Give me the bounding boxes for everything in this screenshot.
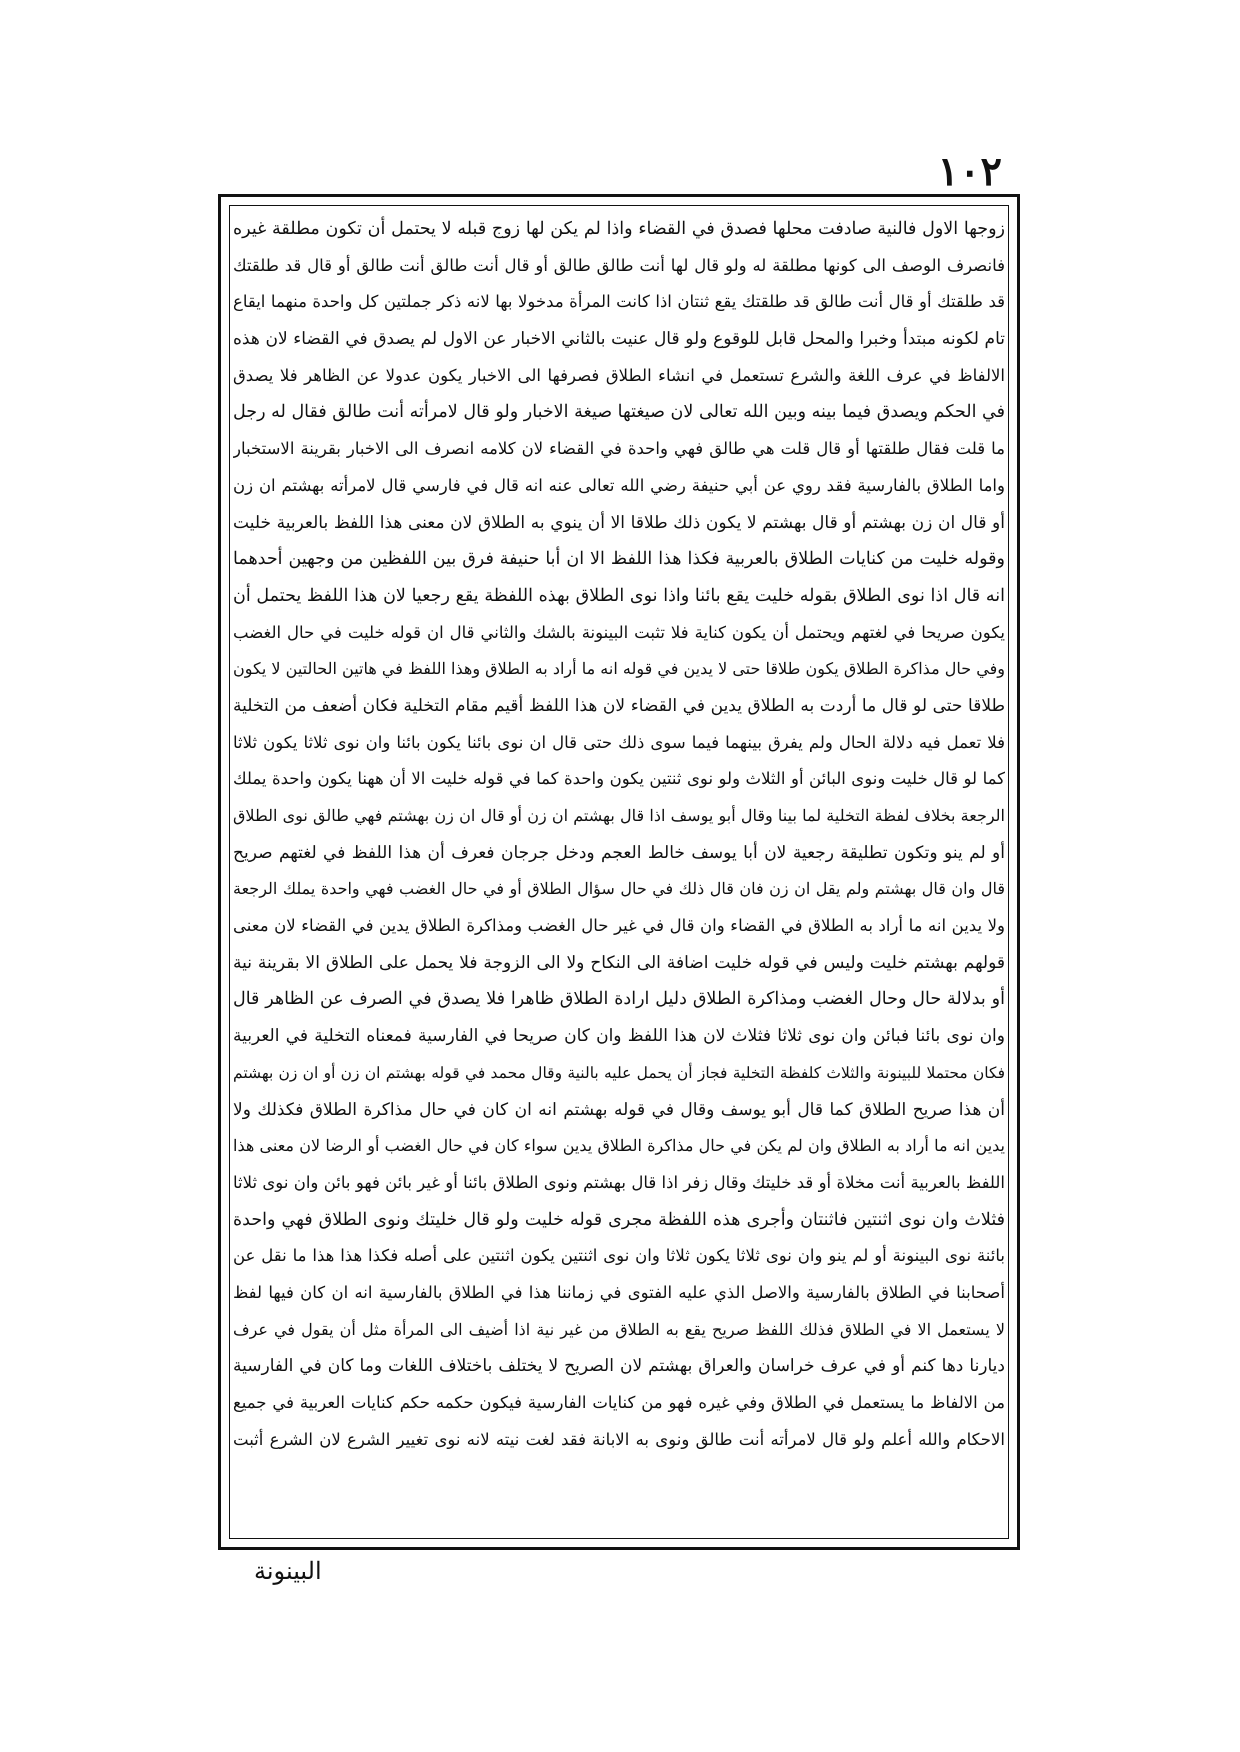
- text-line: يكون صريحا في لغتهم ويحتمل أن يكون كناية فلا تثبت البينونة بالشك والثاني قال ان قوله خليت في حال الغضب: [233, 622, 1005, 642]
- text-line: طلاقا حتى لو قال ما أردت به الطلاق يدين في القضاء لان هذا اللفظ أقيم مقام التخلية فكان أضعف من التخلية: [233, 695, 1005, 716]
- text-line: أو لم ينو وتكون تطليقة رجعية لان أبا يوسف خالط العجم ودخل جرجان فعرف أن هذا اللفظ في لغتهم صريح: [233, 842, 1005, 863]
- text-line: وفي حال مذاكرة الطلاق يكون طلاقا حتى لا يدين في قوله انه ما أراد به الطلاق وهذا اللفظ في هاتين الحالتين لا يكون: [233, 659, 1005, 679]
- text-line: ما قلت فقال طلقتها أو قال قلت هي طالق فهي واحدة في القضاء لان كلامه انصرف الى الاخبار بقرينة الاستخبار: [233, 439, 1005, 459]
- text-line: اللفظ بالعربية أنت مخلاة أو قد خليتك وقال زفر اذا قال بهشتم ونوى الطلاق بائنا أو غير بائن فهو بائن وان نوى ثلاثا: [233, 1172, 1005, 1192]
- text-line: واما الطلاق بالفارسية فقد روي عن أبي حنيفة رضي الله تعالى عنه انه قال في فارسي قال لامرأته بهشتم ان زن: [233, 475, 1005, 495]
- text-line: وان نوى بائنا فبائن وان نوى ثلاثا فثلاث لان هذا اللفظ وان كان صريحا في الفارسية فمعناه التخلية في العربية: [233, 1026, 1005, 1047]
- text-line: الرجعة بخلاف لفظة التخلية لما بينا وقال أبو يوسف اذا قال بهشتم ان زن أو قال ان زن بهشتم فهي طالق نوى الطلاق: [233, 806, 1005, 825]
- text-line: بائنة نوى البينونة أو لم ينو وان نوى ثلاثا يكون ثلاثا وان نوى اثنتين يكون اثنتين على أصله فكذا هذا هذا ما نقل عن: [233, 1246, 1005, 1266]
- text-line: لا يستعمل الا في الطلاق فذلك اللفظ صريح يقع به الطلاق من غير نية اذا أضيف الى المرأة مثل أن يقول في عرف: [233, 1319, 1005, 1339]
- main-text-block: [233, 211, 1005, 1537]
- text-line: كما لو قال خليت ونوى البائن أو الثلاث ولو نوى ثنتين يكون واحدة كما في قوله خليت الا أن ههنا يكون واحدة يملك: [233, 769, 1005, 789]
- text-line: قولهم بهشتم خليت وليس في قوله خليت اضافة الى النكاح ولا الى الزوجة فلا يحمل على الطلاق الا بقرينة نية: [233, 952, 1005, 973]
- text-line: ديارنا دها كنم أو في عرف خراسان والعراق بهشتم لان الصريح لا يختلف باختلاف اللغات وما كان في الفارسية: [233, 1356, 1005, 1377]
- catchword: البينونة: [254, 1557, 322, 1585]
- text-line: فكان محتملا للبينونة والثلاث كلفظة التخلية فجاز أن يحمل عليه بالنية وقال محمد في قوله بهشتم ان زن أو ان زن بهشتم: [233, 1063, 1005, 1082]
- text-line: انه قال اذا نوى الطلاق بقوله خليت يقع بائنا واذا نوى الطلاق بهذه اللفظة يقع رجعيا لان هذا اللفظ يحتمل أن: [233, 585, 1005, 606]
- text-line: زوجها الاول فالنية صادفت محلها فصدق في القضاء واذا لم يكن لها زوج قبله لا يحتمل أن تكون مطلقة غيره: [233, 219, 1005, 239]
- text-line: وقوله خليت من كنايات الطلاق بالعربية فكذا هذا اللفظ الا ان أبا حنيفة فرق بين اللفظين من وجهين أحدهما: [233, 549, 1005, 570]
- text-line: يدين انه ما أراد به الطلاق وان لم يكن في حال مذاكرة الطلاق يدين سواء كان في حال الغضب أو الرضا لان معنى هذا: [233, 1136, 1005, 1156]
- text-line: أن هذا صريح الطلاق كما قال أبو يوسف وقال في قوله بهشتم انه ان كان في حال مذاكرة الطلاق فكذلك ولا: [233, 1099, 1005, 1120]
- text-line: من الالفاظ ما يستعمل في الطلاق وفي غيره فهو من كنايات الفارسية فيكون حكمه حكم كنايات العربية في جميع: [233, 1393, 1005, 1412]
- text-line: الالفاظ في عرف اللغة والشرع تستعمل في انشاء الطلاق فصرفها الى الاخبار يكون عدولا عن الظاهر فلا يصدق: [233, 365, 1005, 385]
- page-border-outer: [218, 194, 1020, 1550]
- text-line: في الحكم ويصدق فيما بينه وبين الله تعالى لان صيغتها صيغة الاخبار ولو قال لامرأته أنت طالق فقال له رجل: [233, 402, 1005, 423]
- text-line: قد طلقتك أو قال أنت طالق قد طلقتك يقع ثنتان اذا كانت المرأة مدخولا بها لانه ذكر جملتين كل واحدة منهما ايقاع: [233, 292, 1005, 312]
- text-line: أصحابنا في الطلاق بالفارسية والاصل الذي عليه الفتوى في زماننا هذا في الطلاق بالفارسية انه ان كان فيها لفظ: [233, 1282, 1005, 1302]
- text-line: الاحكام والله أعلم ولو قال لامرأته أنت طالق ونوى به الابانة فقد لغت نيته لانه نوى تغيير الشرع لان الشرع أثبت: [233, 1429, 1005, 1449]
- text-line: قال وان قال بهشتم ولم يقل ان زن فان قال ذلك في حال سؤال الطلاق أو في حال الغضب فهي واحدة يملك الرجعة: [233, 879, 1005, 899]
- text-line: فثلاث وان نوى اثنتين فاثنتان وأجرى هذه اللفظة مجرى قوله خليت ولو قال خليتك ونوى الطلاق فهي واحدة: [233, 1209, 1005, 1230]
- text-line: فانصرف الوصف الى كونها مطلقة له ولو قال لها أنت طالق طالق أو قال أنت طالق أنت طالق أو قال قد طلقتك: [233, 255, 1005, 275]
- text-line: أو قال ان زن بهشتم أو قال بهشتم لا يكون ذلك طلاقا الا أن ينوي به الطلاق لان معنى هذا اللفظ بالعربية خليت: [233, 512, 1005, 533]
- text-line: فلا تعمل فيه دلالة الحال ولم يفرق بينهما فيما سوى ذلك حتى قال ان نوى بائنا يكون بائنا وان نوى ثلاثا يكون ثلاثا: [233, 732, 1005, 752]
- text-line: تام لكونه مبتدأ وخبرا والمحل قابل للوقوع ولو قال عنيت بالثاني الاخبار عن الاول لم يصدق في القضاء لان هذه: [233, 329, 1005, 350]
- page-number: ١٠٢: [937, 148, 1002, 195]
- text-line: أو بدلالة حال وحال الغضب ومذاكرة الطلاق دليل ارادة الطلاق ظاهرا فلا يصدق في الصرف عن الظاهر قال: [233, 989, 1005, 1010]
- text-line: ولا يدين انه ما أراد به الطلاق في القضاء وان قال في غير حال الغضب ومذاكرة الطلاق يدين في القضاء لان معنى: [233, 916, 1005, 936]
